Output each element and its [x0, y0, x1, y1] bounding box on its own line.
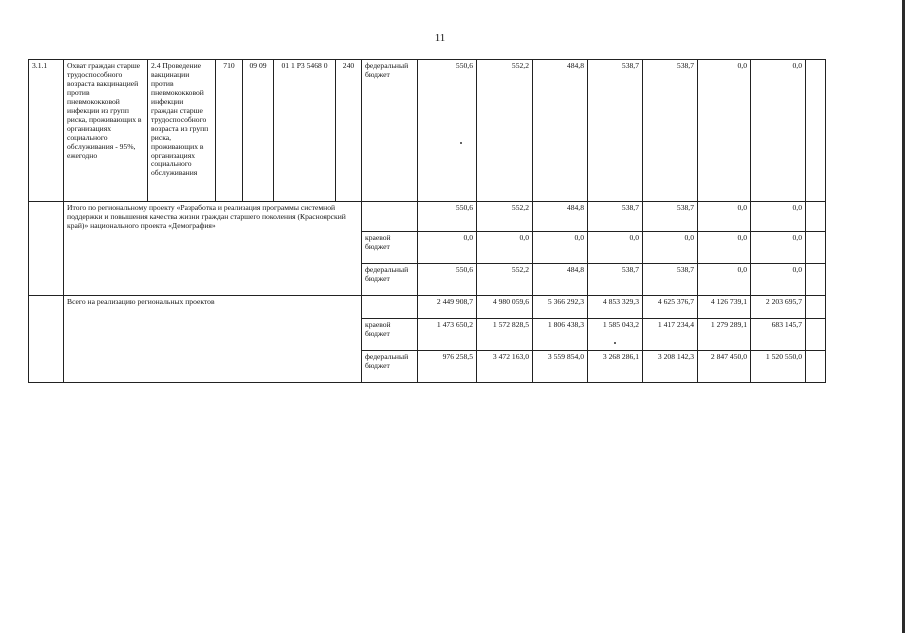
- vr-cell: 240: [336, 60, 362, 202]
- value-cell: 1 417 234,4: [643, 319, 698, 351]
- scan-speck: [614, 342, 616, 344]
- value-cell: 552,2: [477, 60, 533, 202]
- value-cell: 0,0: [533, 232, 588, 264]
- empty-cell: [806, 319, 826, 351]
- value-cell: 0,0: [751, 60, 806, 202]
- value-cell: 2 847 450,0: [698, 351, 751, 383]
- value-cell: 550,6: [418, 202, 477, 232]
- value-cell: 1 473 650,2: [418, 319, 477, 351]
- activity-cell: 2.4 Проведение вакцинации против пневмококковой инфекции граждан старше трудоспособного возраста из групп риска, проживающих в организациях социального обслуживания: [148, 60, 216, 202]
- value-cell: 550,6: [418, 60, 477, 202]
- value-cell: 683 145,7: [751, 319, 806, 351]
- value-cell: 0,0: [698, 60, 751, 202]
- value-cell: 0,0: [643, 232, 698, 264]
- value-cell: 484,8: [533, 264, 588, 296]
- value-cell: 1 520 550,0: [751, 351, 806, 383]
- grbs-cell: 710: [216, 60, 243, 202]
- value-cell: 3 208 142,3: [643, 351, 698, 383]
- csr-cell: 01 1 P3 5468 0: [274, 60, 336, 202]
- goal-cell: Охват граждан старше трудоспособного возраста вакцинацией против пневмококковой инфекции из групп риска, проживающих в организациях социального обслуживания - 95%, ежегодно: [64, 60, 148, 202]
- empty-cell: [806, 60, 826, 202]
- value-cell: 4 980 059,6: [477, 296, 533, 319]
- source-cell: краевой бюджет: [362, 232, 418, 264]
- empty-cell: [29, 202, 64, 296]
- value-cell: 0,0: [698, 202, 751, 232]
- value-cell: 484,8: [533, 202, 588, 232]
- row-code: 3.1.1: [29, 60, 64, 202]
- value-cell: 0,0: [751, 202, 806, 232]
- budget-table: [28, 59, 826, 383]
- value-cell: 976 258,5: [418, 351, 477, 383]
- value-cell: 1 806 438,3: [533, 319, 588, 351]
- table-row-grand-total: [29, 296, 826, 319]
- source-cell: [362, 296, 418, 319]
- value-cell: 538,7: [588, 264, 643, 296]
- value-cell: 538,7: [588, 202, 643, 232]
- value-cell: 484,8: [533, 60, 588, 202]
- source-cell: краевой бюджет: [362, 319, 418, 351]
- source-cell: федеральный бюджет: [362, 351, 418, 383]
- value-cell: 538,7: [643, 60, 698, 202]
- empty-cell: [806, 296, 826, 319]
- scan-speck: [460, 142, 462, 144]
- value-cell: 538,7: [643, 202, 698, 232]
- value-cell: 538,7: [643, 264, 698, 296]
- source-cell: федеральный бюджет: [362, 60, 418, 202]
- value-cell: 1 572 828,5: [477, 319, 533, 351]
- source-cell: [362, 202, 418, 232]
- value-cell: 0,0: [751, 232, 806, 264]
- value-cell: 0,0: [751, 264, 806, 296]
- value-cell: 0,0: [588, 232, 643, 264]
- value-cell: 4 625 376,7: [643, 296, 698, 319]
- grand-total-label: Всего на реализацию региональных проектов: [64, 296, 362, 383]
- value-cell: 0,0: [418, 232, 477, 264]
- value-cell: 552,2: [477, 264, 533, 296]
- source-cell: федеральный бюджет: [362, 264, 418, 296]
- empty-cell: [806, 264, 826, 296]
- value-cell: 550,6: [418, 264, 477, 296]
- value-cell: 1 585 043,2: [588, 319, 643, 351]
- value-cell: 3 268 286,1: [588, 351, 643, 383]
- value-cell: 552,2: [477, 202, 533, 232]
- value-cell: 3 472 163,0: [477, 351, 533, 383]
- table-row-project-total: [29, 202, 826, 232]
- empty-cell: [806, 351, 826, 383]
- value-cell: 3 559 854,0: [533, 351, 588, 383]
- value-cell: 4 853 329,3: [588, 296, 643, 319]
- value-cell: 5 366 292,3: [533, 296, 588, 319]
- value-cell: 0,0: [698, 232, 751, 264]
- value-cell: 0,0: [477, 232, 533, 264]
- project-total-label: Итого по региональному проекту «Разработка и реализация программы системной поддержки и повышения качества жизни граждан старшего поколения (Красноярский край)» национального проекта «Демография»: [64, 202, 362, 296]
- value-cell: 2 203 695,7: [751, 296, 806, 319]
- empty-cell: [29, 296, 64, 383]
- rzpr-cell: 09 09: [243, 60, 274, 202]
- empty-cell: [806, 232, 826, 264]
- page-number: 11: [434, 32, 446, 44]
- value-cell: 1 279 289,1: [698, 319, 751, 351]
- value-cell: 538,7: [588, 60, 643, 202]
- empty-cell: [806, 202, 826, 232]
- table-row-3-1-1: [29, 60, 826, 202]
- value-cell: 2 449 908,7: [418, 296, 477, 319]
- value-cell: 0,0: [698, 264, 751, 296]
- value-cell: 4 126 739,1: [698, 296, 751, 319]
